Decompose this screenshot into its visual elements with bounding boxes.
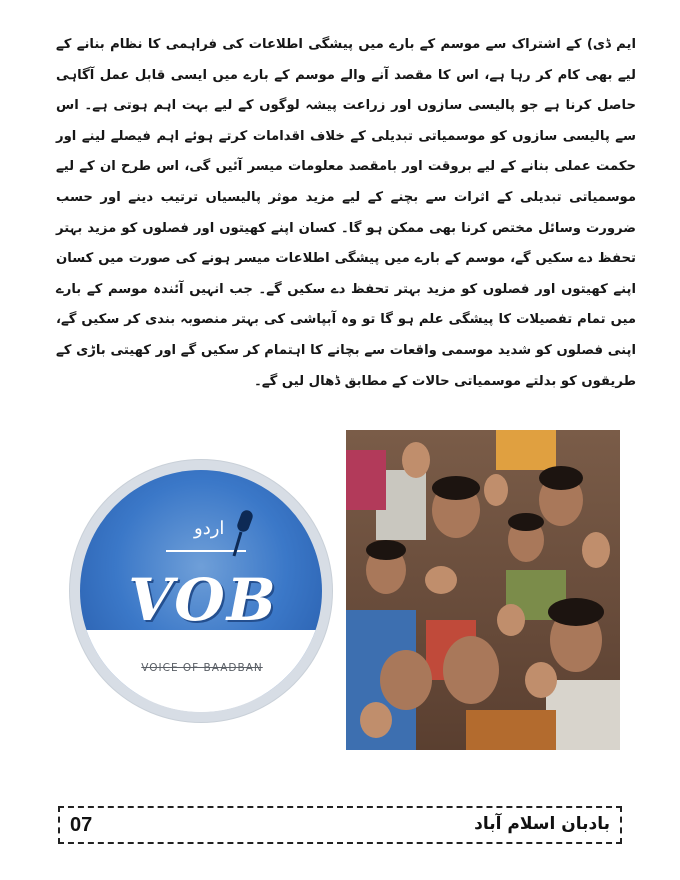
logo-urdu-text: اردو <box>194 518 225 539</box>
logo-disc <box>80 470 322 712</box>
article-body <box>56 30 636 397</box>
article-paragraph: ایم ڈی) کے اشتراک سے موسم کے بارے میں پیشگی اطلاعات کی فراہمی کا نظام بنانے کے لیے بھی کام کر رہا ہے، اس کا مقصد آنے والے موسم کے بارے میں ایسی قابل عمل آگاہی حاصل کرنا ہے جو پالیسی سازوں اور زراعت پیشہ لوگوں کے لیے بہت اہم ہوتی ہے۔ اس سے پالیسی سازوں کو موسمیاتی تبدیلی کے خلاف اقدامات کرتے ہوئے اہم فیصلے لینے اور حکمت عملی بنانے کے لیے بروقت اور بامقصد معلومات میسر آئیں گی، اس طرح ان کے لیے موسمیاتی تبدیلی کے اثرات سے بچنے کے لیے مزید موثر پالیسیاں ترتیب دینے اور حسب ضرورت وسائل مختص کرنا بھی ممکن ہو گا۔ کسان اپنے کھیتوں اور فصلوں کو مزید بہتر تحفظ دے سکیں گے، موسم کے بارے میں پیشگی اطلاعات میسر ہونے کی صورت میں کسان اپنے کھیتوں اور فصلوں کو مزید بہتر تحفظ دے سکیں گے۔ جب انہیں آئندہ موسم کے بارے میں تمام تفصیلات کا پیشگی علم ہو گا تو وہ آبپاشی کی بہتر منصوبہ بندی کر سکیں گے، اپنی فصلوں کو شدید موسمی واقعات سے بچانے کا اہتمام کر سکیں گے اور کھیتی باڑی کے طریقوں کو بدلتے موسمیاتی حالات کے مطابق ڈھال لیں گے۔ <box>56 37 636 389</box>
page-number: 07 <box>70 814 93 836</box>
vob-logo <box>70 460 332 722</box>
microphone-icon <box>228 508 258 560</box>
logo-letters: VOB <box>128 566 278 634</box>
crowd-photo-illustration <box>346 430 620 750</box>
crowd-photo <box>346 430 620 750</box>
logo-caption: VOICE OF BAADBAN <box>141 662 263 674</box>
page-footer <box>58 806 622 844</box>
magazine-title: بادبان اسلام آباد <box>474 814 610 834</box>
